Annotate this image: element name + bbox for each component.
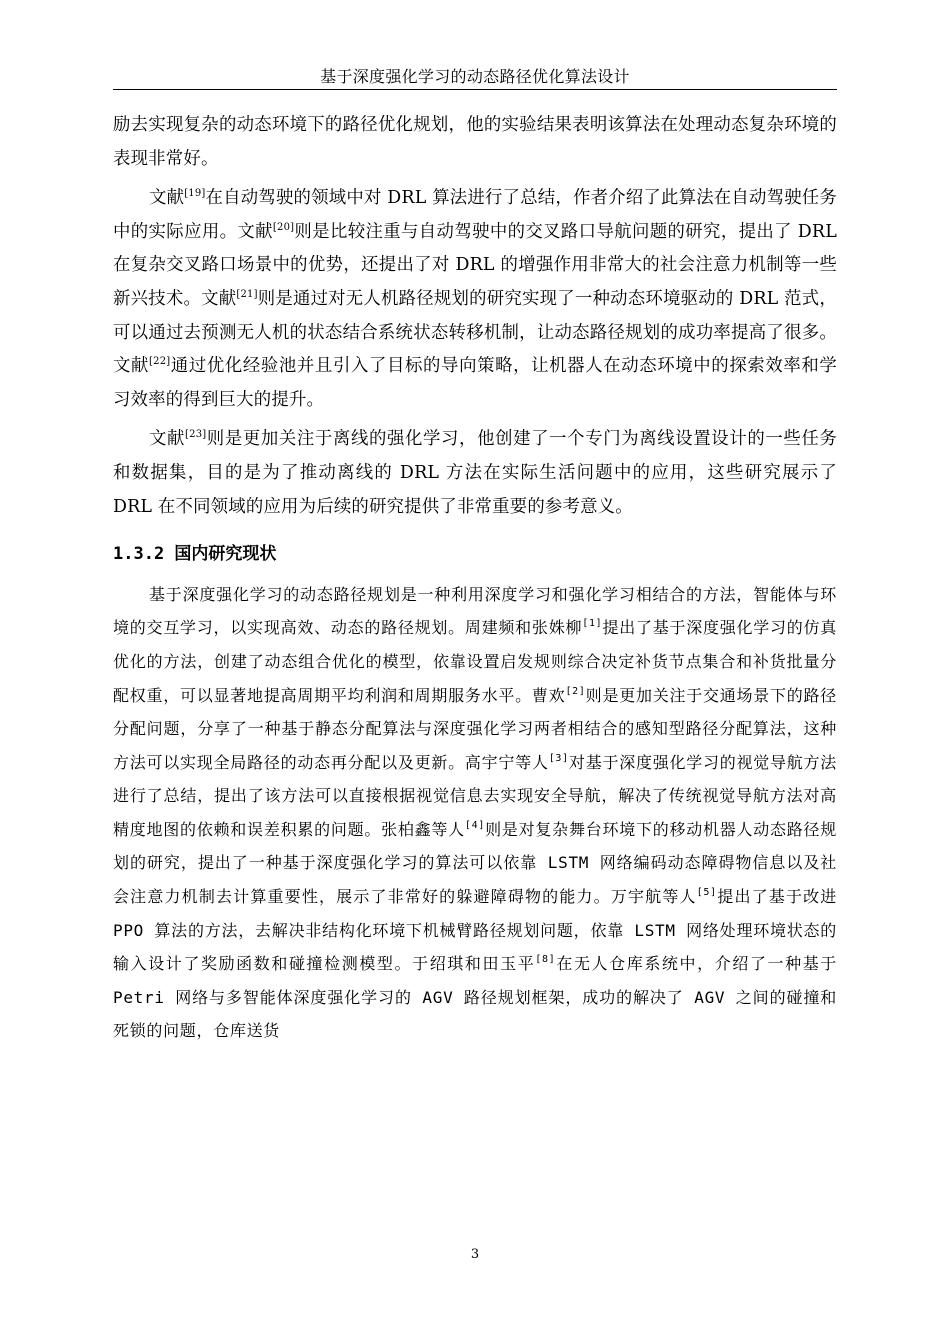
paragraph-text: 提出了基于改进 PPO 算法的方法，去解决非结构化环境下机械臂路径规划问题，依靠 LSTM 网络处理环境状态的输入设计了奖励函数和碰撞检测模型。于绍琪和田玉平 xyxy=(113,887,837,974)
section-heading: 1.3.2 国内研究现状 xyxy=(113,544,277,565)
citation-ref: [5] xyxy=(696,887,717,899)
citation-ref: [4] xyxy=(464,819,486,831)
paragraph-text: 在自动驾驶的领域中对 DRL 算法进行了总结，作者介绍了此算法在自动驾驶任务中的实际应用。文献 xyxy=(113,188,837,242)
running-header: 基于深度强化学习的动态路径优化算法设计 xyxy=(320,67,630,86)
paragraph-offline-rl xyxy=(113,423,837,524)
paragraph-text: 则是更加关注于交通场景下的路径分配问题，分享了一种基于静态分配算法与深度强化学习两者相结合的感知型路径分配算法，这种方法可以实现全局路径的动态再分配以及更新。高宇宁等人 xyxy=(113,685,837,772)
paragraph-text: 对基于深度强化学习的视觉导航方法进行了总结，提出了该方法可以直接根据视觉信息去实现安全导航，解决了传统视觉导航方法对高精度地图的依赖和误差积累的问题。张柏鑫等人 xyxy=(113,752,837,839)
paragraph-continuation: 励去实现复杂的动态环境下的路径优化规划，他的实验结果表明该算法在处理动态复杂环境的表现非常好。 xyxy=(113,115,837,169)
citation-ref: [20] xyxy=(272,221,295,233)
page-number: 3 xyxy=(470,1247,480,1262)
paragraph-text: 则是更加关注于离线的强化学习，他创建了一个专门为离线设置设计的一些任务和数据集，目的是为了推动离线的 DRL 方法在实际生活问题中的应用，这些研究展示了 DRL 在不同领域的应用为后续的研究提供了非常重要的参考意义。 xyxy=(113,429,837,517)
citation-ref: [23] xyxy=(185,429,207,441)
paragraph-text: 文献 xyxy=(149,429,186,450)
paragraph-text: 在无人仓库系统中，介绍了一种基于 Petri 网络与多智能体深度强化学习的 AGV 路径规划框架，成功的解决了 AGV 之间的碰撞和死锁的问题，仓库送货 xyxy=(113,954,837,1041)
citation-ref: [22] xyxy=(149,356,171,368)
citation-ref: [19] xyxy=(184,188,206,200)
paragraph-drl-autonomous-driving xyxy=(113,182,837,417)
paragraph-domestic-research xyxy=(113,578,837,1048)
paragraph-text: 文献 xyxy=(149,188,185,209)
header-rule xyxy=(113,89,837,90)
paragraph-text: 则是通过对无人机路径规划的研究实现了一种动态环境驱动的 DRL 范式，可以通过去预测无人机的状态结合系统状态转移机制，让动态路径规划的成功率提高了很多。文献 xyxy=(113,288,837,377)
paragraph-text: 则是对复杂舞台环境下的移动机器人动态路径规划的研究，提出了一种基于深度强化学习的算法可以依靠 LSTM 网络编码动态障碍物信息以及社会注意力机制去计算重要性，展示了非常好的躲避障碍物的能力。万宇航等人 xyxy=(113,819,838,907)
paragraph-text: 基于深度强化学习的动态路径规划是一种利用深度学习和强化学习相结合的方法，智能体与环境的交互学习，以实现高效、动态的路径规划。周建频和张姝柳 xyxy=(113,584,837,638)
paragraph-text: 则是比较注重与自动驾驶中的交叉路口导航问题的研究，提出了 DRL 在复杂交叉路口场景中的优势，还提出了对 DRL 的增强作用非常大的社会注意力机制等一些新兴技术。文献 xyxy=(113,221,837,309)
citation-ref: [21] xyxy=(236,288,258,300)
paragraph-text: 提出了基于深度强化学习的仿真优化的方法，创建了动态组合优化的模型，依靠设置启发规则综合决定补货节点集合和补货批量分配权重，可以显著地提高周期平均利润和周期服务水平。曹欢 xyxy=(113,618,837,705)
paragraph-text: 通过优化经验池并且引入了目标的导向策略，让机器人在动态环境中的探索效率和学习效率的得到巨大的提升。 xyxy=(113,356,838,410)
citation-ref: [3] xyxy=(548,752,569,764)
citation-ref: [8] xyxy=(535,954,556,966)
page-body xyxy=(113,109,837,1048)
citation-ref: [2] xyxy=(565,685,586,697)
citation-ref: [1] xyxy=(582,618,603,630)
